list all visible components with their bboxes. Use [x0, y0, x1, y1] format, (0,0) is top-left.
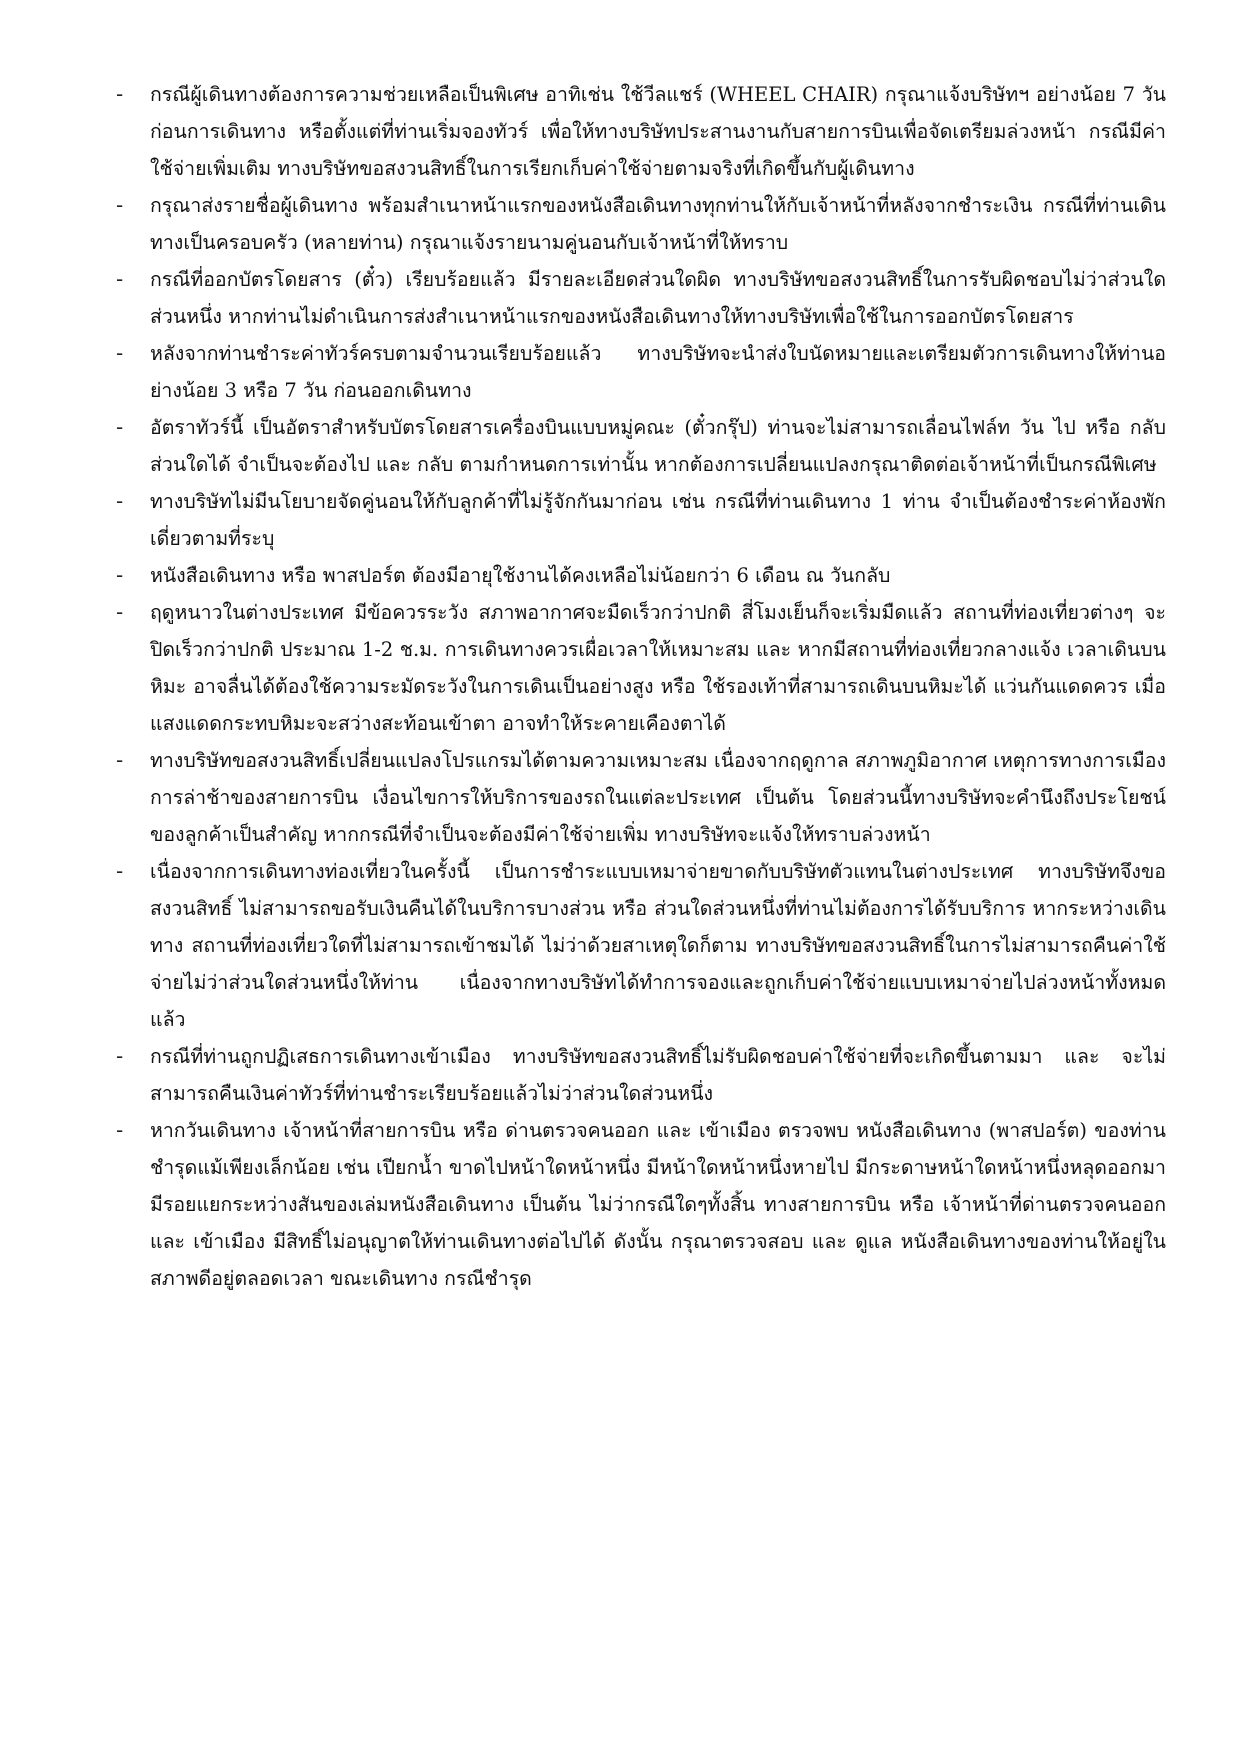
term-text: ทางบริษัทขอสงวนสิทธิ์เปลี่ยนแปลงโปรแกรมได้ตามความเหมาะสม เนื่องจากฤดูกาล สภาพภูมิอากาศ เหตุการทางการเมือง การล่าช้าของสายการบิน เงื่อนไขการให้บริการของรถในแต่ละประเทศ เป็นต้น โดยส่วนนี้ทางบริษัทจะคำนึงถึงประโยชน์ของลูกค้าเป็นสำคัญ หากกรณีที่จำเป็นจะต้องมีค่าใช้จ่ายเพิ่ม ทางบริษัทจะแจ้งให้ทราบล่วงหน้า — [150, 749, 1166, 846]
term-text: กรณีที่ท่านถูกปฏิเสธการเดินทางเข้าเมือง ทางบริษัทขอสงวนสิทธิ์ไม่รับผิดชอบค่าใช้จ่ายที่จะเกิดขึ้นตามมา และ จะไม่สามารถคืนเงินค่าทัวร์ที่ท่านชำระเรียบร้อยแล้วไม่ว่าส่วนใดส่วนหนึ่ง — [150, 1045, 1166, 1105]
term-text: กรณีผู้เดินทางต้องการความช่วยเหลือเป็นพิเศษ อาทิเช่น ใช้วีลแชร์ (WHEEL CHAIR) กรุณาแจ้งบริษัทฯ อย่างน้อย 7 วันก่อนการเดินทาง หรือตั้งแต่ที่ท่านเริ่มจองทัวร์ เพื่อให้ทางบริษัทประสานงานกับสายการบินเพื่อจัดเตรียมล่วงหน้า กรณีมีค่าใช้จ่ายเพิ่มเติม ทางบริษัทขอสงวนสิทธิ์ในการเรียกเก็บค่าใช้จ่ายตามจริงที่เกิดขึ้นกับผู้เดินทาง — [150, 83, 1166, 180]
bullet-dash: - — [116, 415, 124, 439]
term-text: ฤดูหนาวในต่างประเทศ มีข้อควรระวัง สภาพอากาศจะมืดเร็วกว่าปกติ สี่โมงเย็นก็จะเริ่มมืดแล้ว สถานที่ท่องเที่ยวต่างๆ จะปิดเร็วกว่าปกติ ประมาณ 1-2 ช.ม. การเดินทางควรเผื่อเวลาให้เหมาะสม และ หากมีสถานที่ท่องเที่ยวกลางแจ้ง เวลาเดินบนหิมะ อาจลื่นได้ต้องใช้ความระมัดระวังในการเดินเป็นอย่างสูง หรือ ใช้รองเท้าที่สามารถเดินบนหิมะได้ แว่นกันแดดควร เมื่อแสงแดดกระทบหิมะจะสว่างสะท้อนเข้าตา อาจทำให้ระคายเคืองตาได้ — [150, 601, 1166, 735]
list-item — [116, 1038, 1166, 1112]
list-item — [116, 853, 1166, 1038]
term-text: เนื่องจากการเดินทางท่องเที่ยวในครั้งนี้ เป็นการชำระแบบเหมาจ่ายขาดกับบริษัทตัวแทนในต่างประเทศ ทางบริษัทจึงขอสงวนสิทธิ์ ไม่สามารถขอรับเงินคืนได้ในบริการบางส่วน หรือ ส่วนใดส่วนหนึ่งที่ท่านไม่ต้องการได้รับบริการ หากระหว่างเดินทาง สถานที่ท่องเที่ยวใดที่ไม่สามารถเข้าชมได้ ไม่ว่าด้วยสาเหตุใดก็ตาม ทางบริษัทขอสงวนสิทธิ์ในการไม่สามารถคืนค่าใช้จ่ายไม่ว่าส่วนใดส่วนหนึ่งให้ท่าน เนื่องจากทางบริษัทได้ทำการจองและถูกเก็บค่าใช้จ่ายแบบเหมาจ่ายไปล่วงหน้าทั้งหมดแล้ว — [150, 860, 1166, 1031]
bullet-dash: - — [116, 267, 124, 291]
list-item — [116, 261, 1166, 335]
bullet-dash: - — [116, 341, 124, 365]
bullet-dash: - — [116, 859, 124, 883]
term-text: อัตราทัวร์นี้ เป็นอัตราสำหรับบัตรโดยสารเครื่องบินแบบหมู่คณะ (ตั๋วกรุ๊ป) ท่านจะไม่สามารถเลื่อนไฟล์ท วัน ไป หรือ กลับส่วนใดได้ จำเป็นจะต้องไป และ กลับ ตามกำหนดการเท่านั้น หากต้องการเปลี่ยนแปลงกรุณาติดต่อเจ้าหน้าที่เป็นกรณีพิเศษ — [150, 416, 1166, 476]
bullet-dash: - — [116, 489, 124, 513]
list-item — [116, 335, 1166, 409]
list-item — [116, 742, 1166, 853]
bullet-dash: - — [116, 82, 124, 106]
bullet-dash: - — [116, 748, 124, 772]
term-text: กรุณาส่งรายชื่อผู้เดินทาง พร้อมสำเนาหน้าแรกของหนังสือเดินทางทุกท่านให้กับเจ้าหน้าที่หลังจากชำระเงิน กรณีที่ท่านเดินทางเป็นครอบครัว (หลายท่าน) กรุณาแจ้งรายนามคู่นอนกับเจ้าหน้าที่ให้ทราบ — [150, 194, 1166, 254]
list-item — [116, 76, 1166, 187]
list-item — [116, 483, 1166, 557]
list-item — [116, 187, 1166, 261]
bullet-dash: - — [116, 600, 124, 624]
list-item — [116, 1112, 1166, 1297]
term-text: ทางบริษัทไม่มีนโยบายจัดคู่นอนให้กับลูกค้าที่ไม่รู้จักกันมาก่อน เช่น กรณีที่ท่านเดินทาง 1 ท่าน จำเป็นต้องชำระค่าห้องพักเดี่ยวตามที่ระบุ — [150, 490, 1166, 550]
term-text: หากวันเดินทาง เจ้าหน้าที่สายการบิน หรือ ด่านตรวจคนออก และ เข้าเมือง ตรวจพบ หนังสือเดินทาง (พาสปอร์ต) ของท่านชำรุดแม้เพียงเล็กน้อย เช่น เปียกน้ำ ขาดไปหน้าใดหน้าหนึ่ง มีหน้าใดหน้าหนึ่งหายไป มีกระดาษหน้าใดหน้าหนึ่งหลุดออกมา มีรอยแยกระหว่างสันของเล่มหนังสือเดินทาง เป็นต้น ไม่ว่ากรณีใดๆทั้งสิ้น ทางสายการบิน หรือ เจ้าหน้าที่ด่านตรวจคนออก และ เข้าเมือง มีสิทธิ์ไม่อนุญาตให้ท่านเดินทางต่อไปได้ ดังนั้น กรุณาตรวจสอบ และ ดูแล หนังสือเดินทางของท่านให้อยู่ในสภาพดีอยู่ตลอดเวลา ขณะเดินทาง กรณีชำรุด — [150, 1119, 1166, 1290]
term-text: หนังสือเดินทาง หรือ พาสปอร์ต ต้องมีอายุใช้งานได้คงเหลือไม่น้อยกว่า 6 เดือน ณ วันกลับ — [150, 564, 891, 587]
terms-list — [116, 76, 1166, 1297]
bullet-dash: - — [116, 1044, 124, 1068]
bullet-dash: - — [116, 1118, 124, 1142]
term-text: กรณีที่ออกบัตรโดยสาร (ตั๋ว) เรียบร้อยแล้ว มีรายละเอียดส่วนใดผิด ทางบริษัทขอสงวนสิทธิ์ในการรับผิดชอบไม่ว่าส่วนใดส่วนหนึ่ง หากท่านไม่ดำเนินการส่งสำเนาหน้าแรกของหนังสือเดินทางให้ทางบริษัทเพื่อใช้ในการออกบัตรโดยสาร — [150, 268, 1166, 328]
term-text: หลังจากท่านชำระค่าทัวร์ครบตามจำนวนเรียบร้อยแล้ว ทางบริษัทจะนำส่งใบนัดหมายและเตรียมตัวการเดินทางให้ท่านอย่างน้อย 3 หรือ 7 วัน ก่อนออกเดินทาง — [150, 342, 1166, 402]
list-item — [116, 594, 1166, 742]
list-item — [116, 557, 1166, 594]
bullet-dash: - — [116, 193, 124, 217]
bullet-dash: - — [116, 563, 124, 587]
list-item — [116, 409, 1166, 483]
